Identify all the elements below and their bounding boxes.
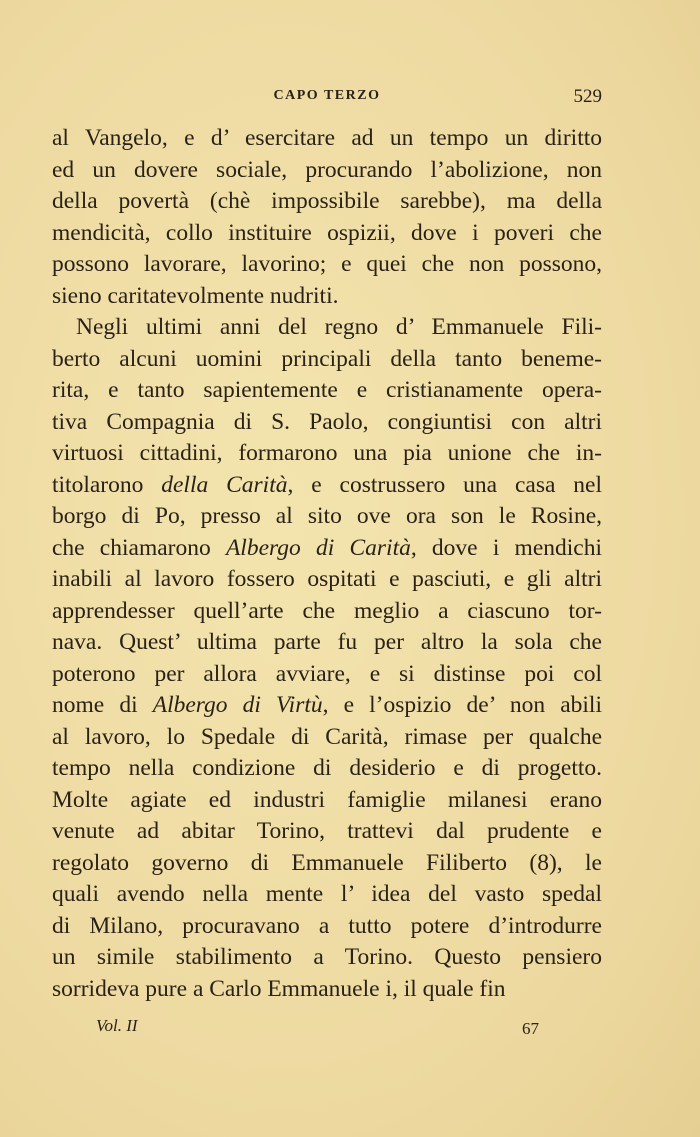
text-segment: mendicità, collo instituire ospizii, dove i poveri che (52, 219, 602, 246)
text-line (52, 470, 602, 502)
italic-phrase: della Carità (161, 471, 288, 498)
text-segment: che chiamarono (52, 534, 226, 561)
text-segment: poterono per allora avviare, e si distinse poi col (52, 660, 602, 687)
text-segment: titolarono (52, 471, 162, 498)
text-segment: al lavoro, lo Spedale di Carità, rimase per qualche (52, 723, 602, 750)
text-line (52, 753, 602, 785)
text-line (52, 564, 602, 596)
text-line (52, 344, 602, 376)
text-segment: ed un dovere sociale, procurando l’abolizione, non (52, 156, 602, 183)
text-segment: berto alcuni uomini principali della tanto beneme- (52, 345, 602, 372)
text-line (52, 785, 602, 817)
text-segment: virtuosi cittadini, formarono una pia unione che in- (52, 440, 602, 466)
text-segment: rita, e tanto sapientemente e cristianamente opera- (52, 377, 602, 403)
text-line (52, 438, 602, 470)
text-segment: nome di (52, 692, 153, 718)
body-text (52, 123, 602, 1005)
text-line (52, 627, 602, 659)
italic-phrase: Albergo di Carità (225, 534, 411, 561)
text-segment: venute ad abitar Torino, trattevi dal prudente e (52, 818, 602, 844)
text-segment: della povertà (chè impossibile sarebbe), ma della (52, 188, 602, 214)
page-number: 529 (573, 86, 602, 107)
text-segment: borgo di Po, presso al sito ove ora son le Rosine, (52, 503, 602, 529)
text-line (52, 879, 602, 911)
text-segment: , e costrussero una casa nel (287, 471, 602, 498)
sheet-number: 67 (522, 1019, 539, 1038)
text-segment: , e l’ospizio de’ non abili (322, 692, 602, 718)
text-segment: , dove i mendichi (410, 534, 602, 561)
text-line (52, 375, 602, 407)
text-segment: tempo nella condizione di desiderio e di progetto. (52, 755, 602, 781)
text-segment: quali avendo nella mente l’ idea del vasto spedal (52, 881, 602, 907)
page-footer (52, 1016, 602, 1040)
text-line (52, 974, 602, 1006)
text-line (52, 690, 602, 722)
text-line (52, 312, 602, 344)
text-segment: nava. Quest’ ultima parte fu per altro la sola che (52, 629, 602, 655)
text-segment: possono lavorare, lavorino; e quei che non possono, (52, 251, 602, 277)
text-line (52, 816, 602, 848)
text-segment: di Milano, procuravano a tutto potere d’introdurre (52, 912, 602, 939)
running-head: CAPO TERZO (273, 88, 381, 103)
text-line (52, 281, 602, 313)
text-segment: al Vangelo, e d’ esercitare ad un tempo un diritto (52, 125, 602, 151)
text-line (52, 407, 602, 439)
text-line (52, 942, 602, 974)
text-segment: inabili al lavoro fossero ospitati e pasciuti, e gli altri (52, 566, 602, 592)
text-segment: sieno caritatevolmente nudriti. (52, 282, 339, 309)
italic-phrase: Albergo di Virtù (152, 692, 323, 718)
volume-signature: Vol. II (96, 1016, 138, 1035)
text-segment: tiva Compagnia di S. Paolo, congiuntisi con altri (52, 408, 602, 435)
text-line (52, 722, 602, 754)
text-segment: Molte agiate ed industri famiglie milanesi erano (52, 786, 602, 813)
text-line (52, 501, 602, 533)
text-line (52, 533, 602, 565)
text-line (52, 249, 602, 281)
text-line (52, 218, 602, 250)
text-segment: un simile stabilimento a Torino. Questo pensiero (52, 944, 602, 970)
text-segment: sorrideva pure a Carlo Emmanuele i, il quale fin (52, 975, 506, 1002)
text-line (52, 123, 602, 155)
text-line (52, 155, 602, 187)
text-line (52, 911, 602, 943)
text-segment: regolato governo di Emmanuele Filiberto (8), le (52, 849, 602, 876)
text-line (52, 596, 602, 628)
page-header (52, 86, 602, 110)
text-line (52, 848, 602, 880)
text-segment: apprendesser quell’arte che meglio a ciascuno tor- (52, 597, 602, 624)
text-line (52, 186, 602, 218)
text-segment: Negli ultimi anni del regno d’ Emmanuele Fili- (76, 314, 602, 340)
text-line (52, 659, 602, 691)
